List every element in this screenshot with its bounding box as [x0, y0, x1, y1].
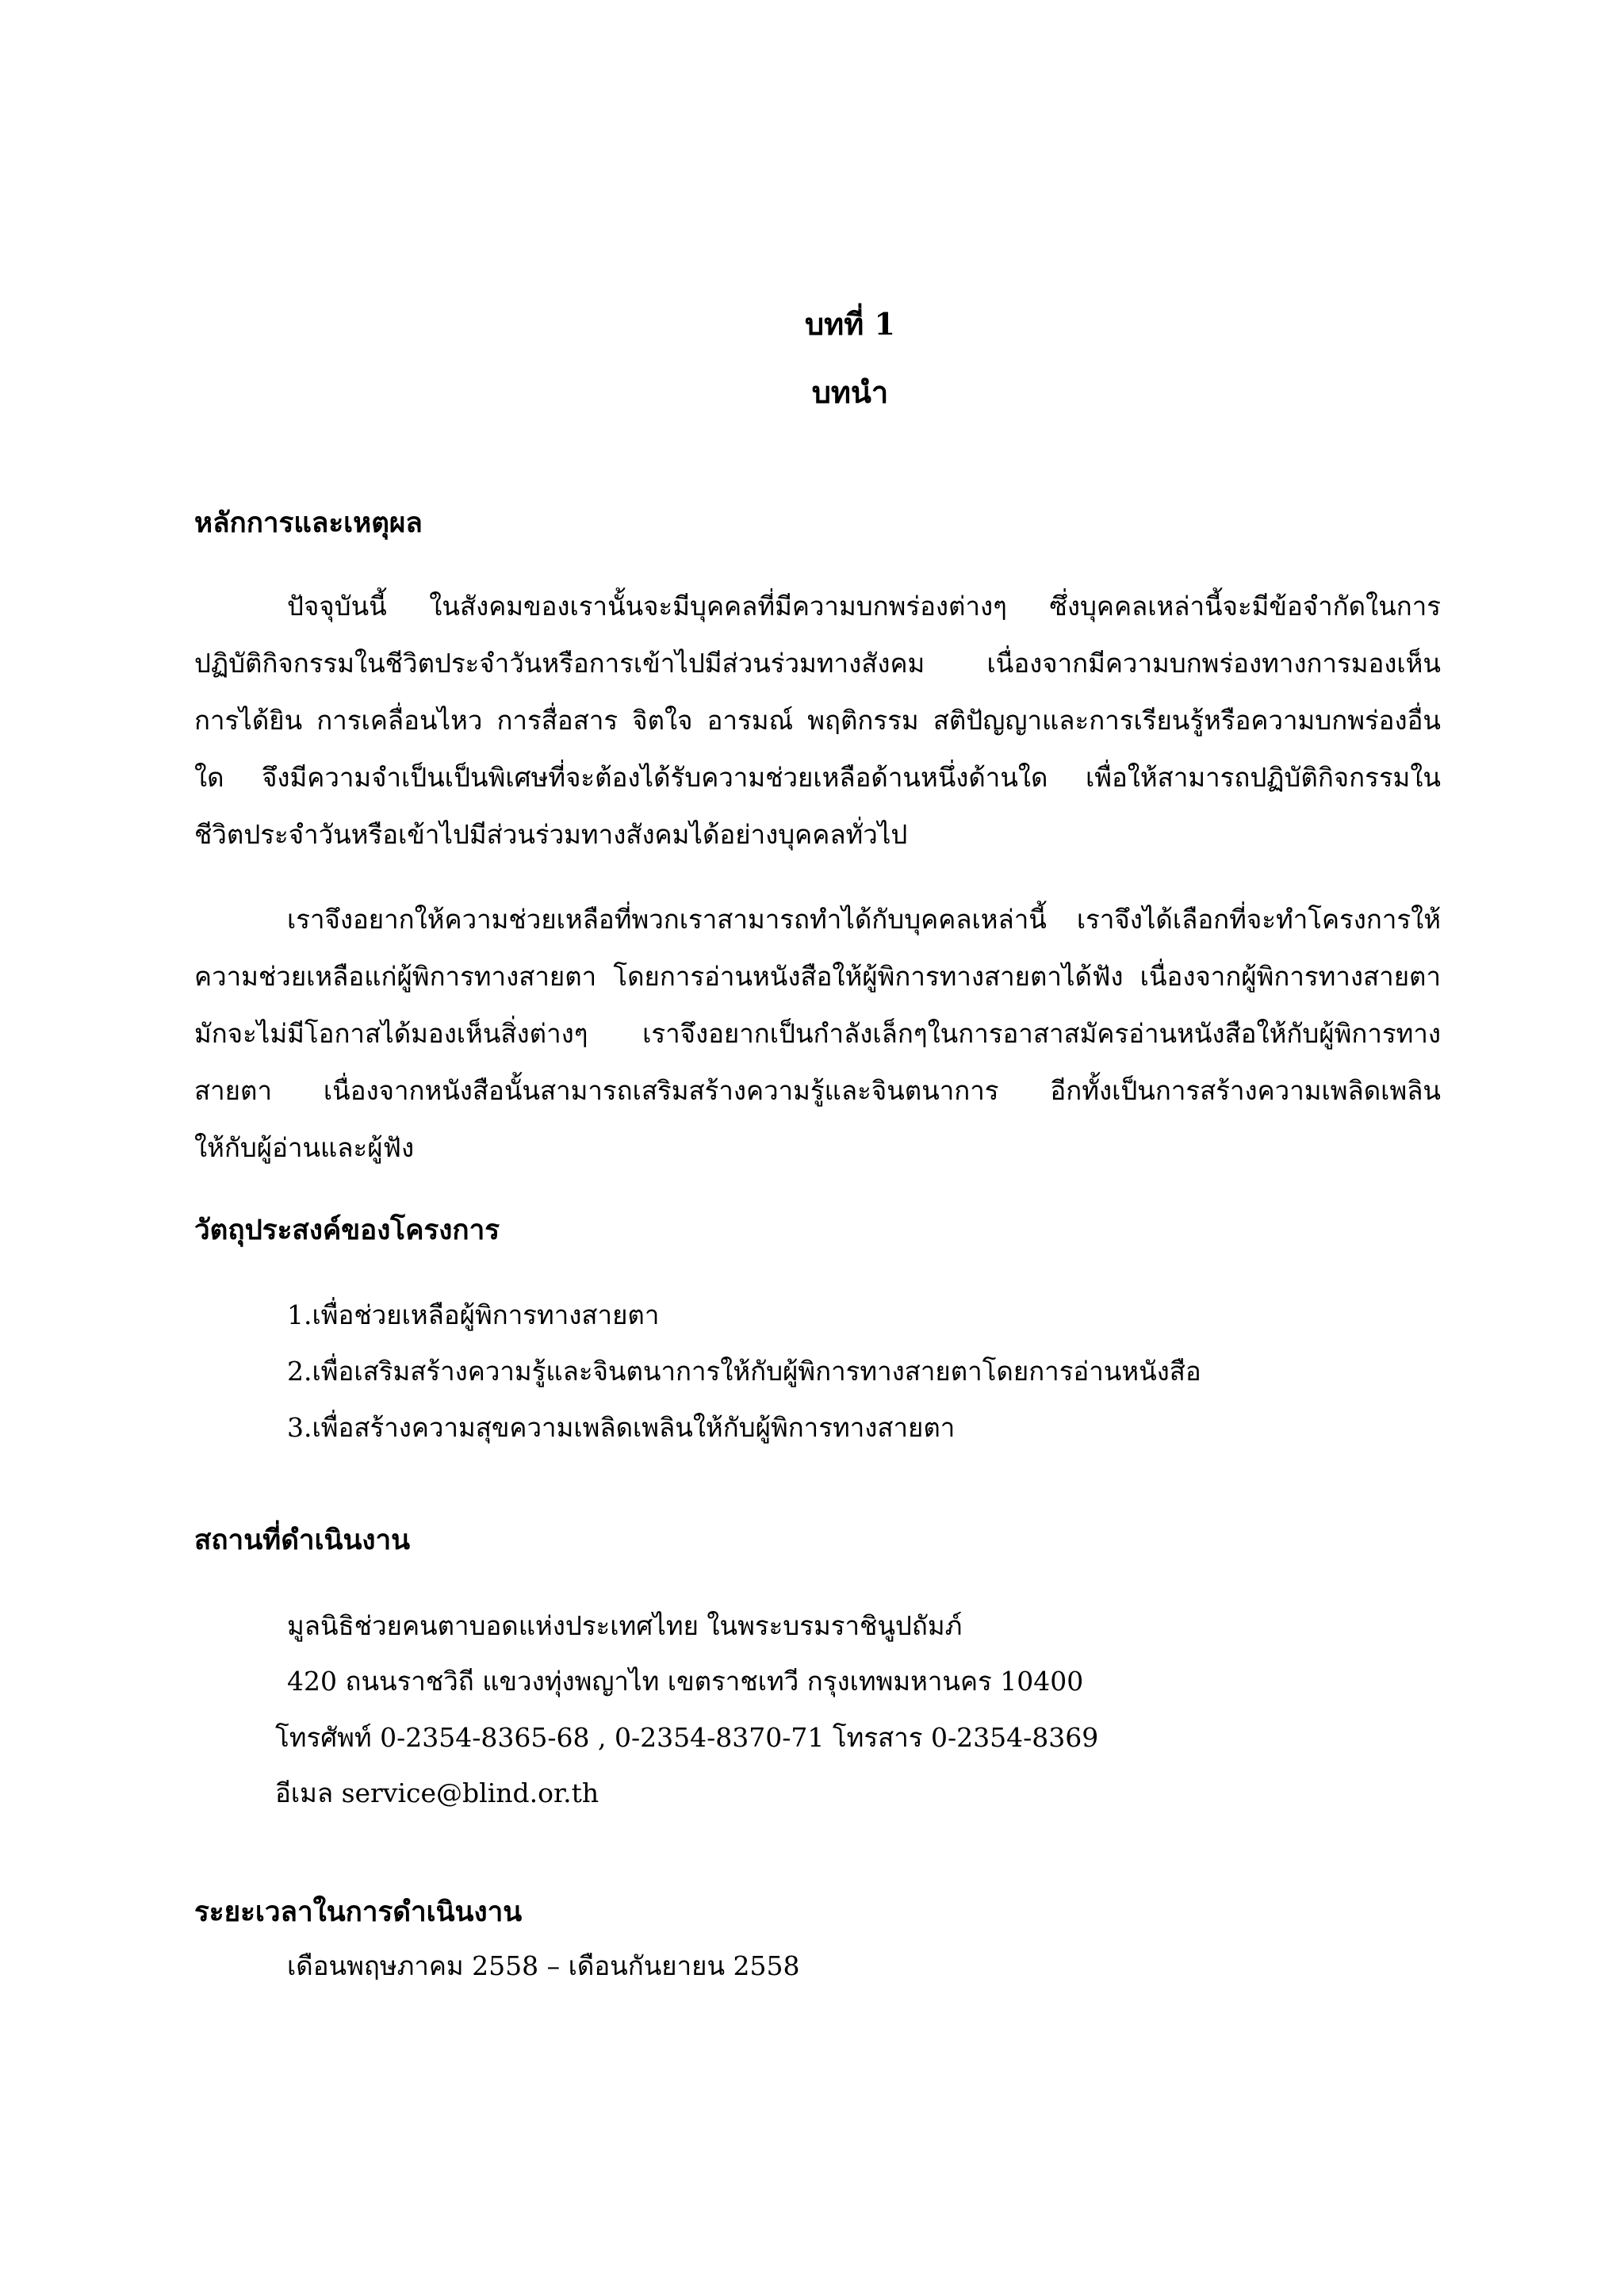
list-item: 2.เพื่อเสริมสร้างความรู้และจินตนาการให้กับผู้พิการทางสายตาโดยการอ่านหนังสือ: [287, 1356, 1201, 1387]
paragraph-line: ปัจจุบันนี้ ในสังคมของเรานั้นจะมีบุคคลที่มีความบกพร่องต่างๆ ซึ่งบุคคลเหล่านี้จะมีข้อจำกัดในการ: [287, 591, 1441, 622]
paragraph-line: การได้ยิน การเคลื่อนไหว การสื่อสาร จิตใจ อารมณ์ พฤติกรรม สติปัญญาและการเรียนรู้หรือความบกพร่องอื่น: [194, 705, 1441, 736]
paragraph-line: เราจึงอยากให้ความช่วยเหลือที่พวกเราสามารถทำได้กับบุคคลเหล่านี้ เราจึงได้เลือกที่จะทำโครงการให้: [287, 904, 1441, 935]
section-heading-location: สถานที่ดำเนินงาน: [194, 1524, 411, 1556]
paragraph-line: มักจะไม่มีโอกาสได้มองเห็นสิ่งต่างๆ เราจึงอยากเป็นกำลังเล็กๆในการอาสาสมัครอ่านหนังสือให้กับผู้พิการทาง: [194, 1018, 1441, 1049]
paragraph-line: ปฏิบัติกิจกรรมในชีวิตประจำวันหรือการเข้าไปมีส่วนร่วมทางสังคม เนื่องจากมีความบกพร่องทางการมองเห็น: [194, 648, 1441, 679]
paragraph-line: ใด จึงมีความจำเป็นเป็นพิเศษที่จะต้องได้รับความช่วยเหลือด้านหนึ่งด้านใด เพื่อให้สามารถปฏิบัติกิจกรรมใน: [194, 762, 1441, 793]
paragraph-line: สายตา เนื่องจากหนังสือนั้นสามารถเสริมสร้างความรู้และจินตนาการ อีกทั้งเป็นการสร้างความเพลิดเพลิน: [194, 1075, 1441, 1106]
section-heading-duration: ระยะเวลาในการดำเนินงาน: [194, 1896, 523, 1928]
phone-line: โทรศัพท์ 0-2354-8365-68 , 0-2354-8370-71 โทรสาร 0-2354-8369: [275, 1722, 1099, 1753]
paragraph-line: ให้กับผู้อ่านและผู้ฟัง: [194, 1132, 415, 1163]
paragraph-line: ชีวิตประจำวันหรือเข้าไปมีส่วนร่วมทางสังคมได้อย่างบุคคลทั่วไป: [194, 819, 908, 850]
address-line: มูลนิธิช่วยคนตาบอดแห่งประเทศไทย ในพระบรมราชินูปถัมภ์: [287, 1610, 963, 1641]
chapter-number: บทที่ 1: [805, 306, 895, 342]
list-item: 3.เพื่อสร้างความสุขความเพลิดเพลินให้กับผู้พิการทางสายตา: [287, 1412, 956, 1443]
address-line: 420 ถนนราชวิถี แขวงทุ่งพญาไท เขตราชเทวี กรุงเทพมหานคร 10400: [287, 1666, 1084, 1697]
duration-text: เดือนพฤษภาคม 2558 – เดือนกันยายน 2558: [287, 1950, 800, 1981]
paragraph-line: ความช่วยเหลือแก่ผู้พิการทางสายตา โดยการอ่านหนังสือให้ผู้พิการทางสายตาได้ฟัง เนื่องจากผู้พิการทางสายตา: [194, 961, 1441, 992]
email-line: อีเมล service@blind.or.th: [275, 1777, 599, 1808]
list-item: 1.เพื่อช่วยเหลือผู้พิการทางสายตา: [287, 1299, 660, 1330]
chapter-title: บทนำ: [811, 374, 889, 410]
section-heading-objectives: วัตถุประสงค์ของโครงการ: [194, 1214, 500, 1246]
section-heading-rationale: หลักการและเหตุผล: [194, 507, 423, 539]
